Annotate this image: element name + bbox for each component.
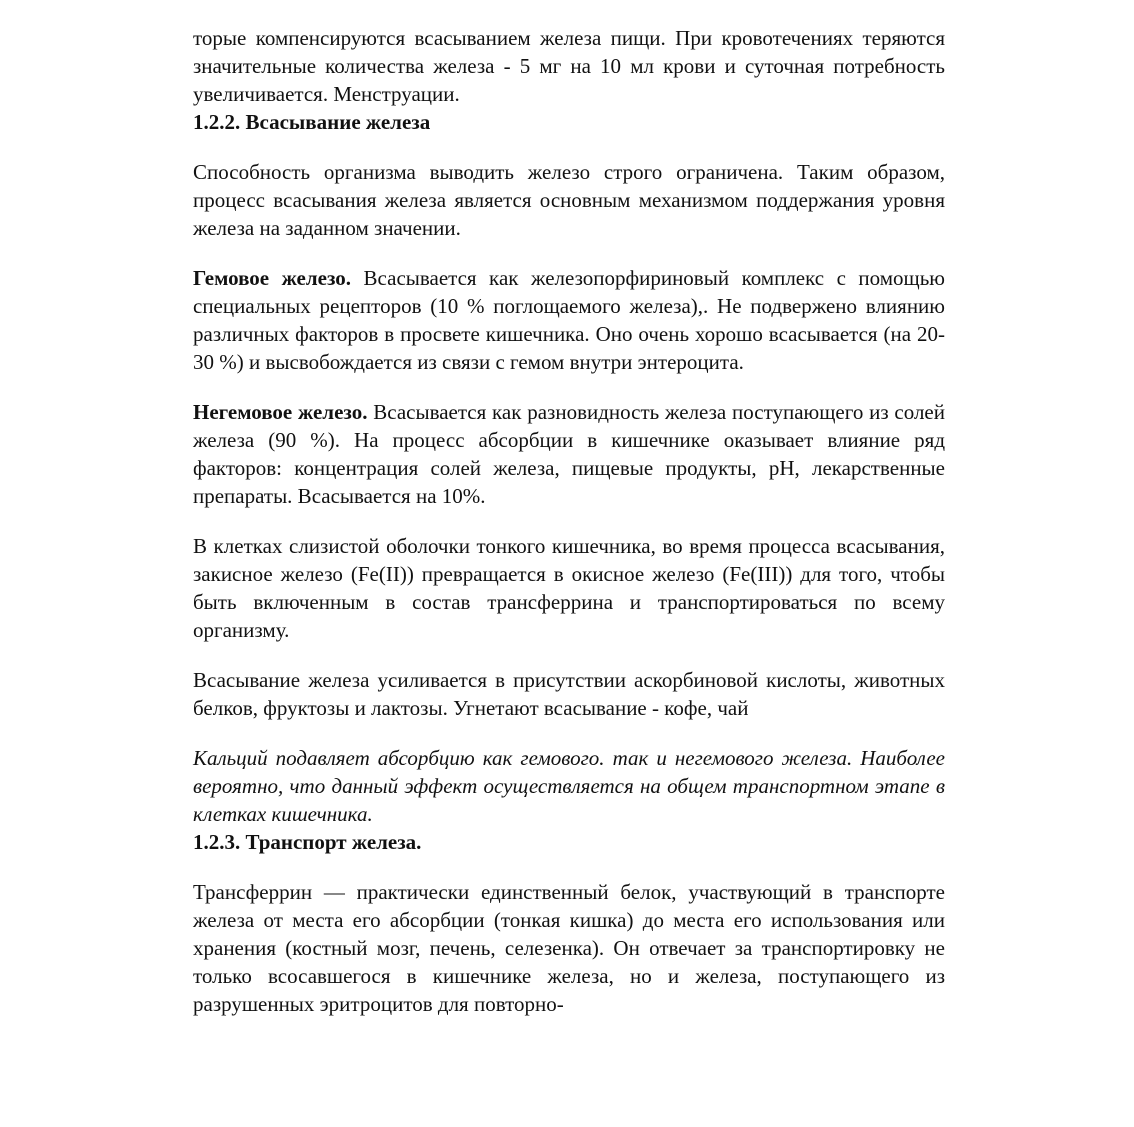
enhancers-paragraph: Всасывание железа усиливается в присутствии аскорбиновой кислоты, животных белков, фруктозы и лактозы. Угнетают всасывание - кофе, чай [193, 668, 945, 720]
nonheme-iron-paragraph [193, 398, 945, 510]
transferrin-paragraph: Трансферрин — практически единственный белок, участвующий в транспорте железа от места его абсорбции (тонкая кишка) до места его использования или хранения (костный мозг, печень, селезенка). Он отвечает за транспортировку не только всосавшегося в кишечнике железа, но и железа, поступающего из разрушенных эритроцитов для повторно- [193, 880, 945, 1016]
intro-paragraph: торые компенсируются всасыванием железа пищи. При кровотечениях теряются значительные количества железа - 5 мг на 10 мл крови и суточная потребность увеличивается. Менструации. [193, 26, 945, 106]
section-heading-absorption: 1.2.2. Всасывание железа [193, 110, 431, 134]
heme-iron-paragraph [193, 264, 945, 376]
mucosa-paragraph: В клетках слизистой оболочки тонкого кишечника, во время процесса всасывания, закисное железо (Fe(II)) превращается в окисное железо (Fe(III)) для того, чтобы быть включенным в состав трансферрина и транспортироваться по всему организму. [193, 534, 945, 642]
heme-iron-lead: Гемовое железо. [193, 266, 352, 290]
heme-iron-body: Всасывается как железопорфириновый комплекс с помощью специальных рецепторов (10 % поглощаемого железа),. Не подвержено влиянию различных факторов в просвете кишечника. Оно очень хорошо всасывается (на 20-30 %) и высвобождается из связи с гемом внутри энтероцита. [193, 266, 945, 374]
absorption-intro-paragraph: Способность организма выводить железо строго ограничена. Таким образом, процесс всасывания железа является основным механизмом поддержания уровня железа на заданном значении. [193, 160, 945, 240]
section-heading-transport: 1.2.3. Транспорт железа. [193, 830, 422, 854]
document-page [193, 24, 945, 1018]
nonheme-iron-body: Всасывается как разновидность железа поступающего из солей железа (90 %). На процесс абсорбции в кишечнике оказывает влияние ряд факторов: концентрация солей железа, пищевые продукты, pH, лекарственные препараты. Всасывается на 10%. [193, 400, 945, 508]
nonheme-iron-lead: Негемовое железо. [193, 400, 368, 424]
calcium-paragraph: Кальций подавляет абсорбцию как гемового. так и негемового железа. Наиболее вероятно, что данный эффект осуществляется на общем транспортном этапе в клетках кишечника. [193, 746, 945, 826]
